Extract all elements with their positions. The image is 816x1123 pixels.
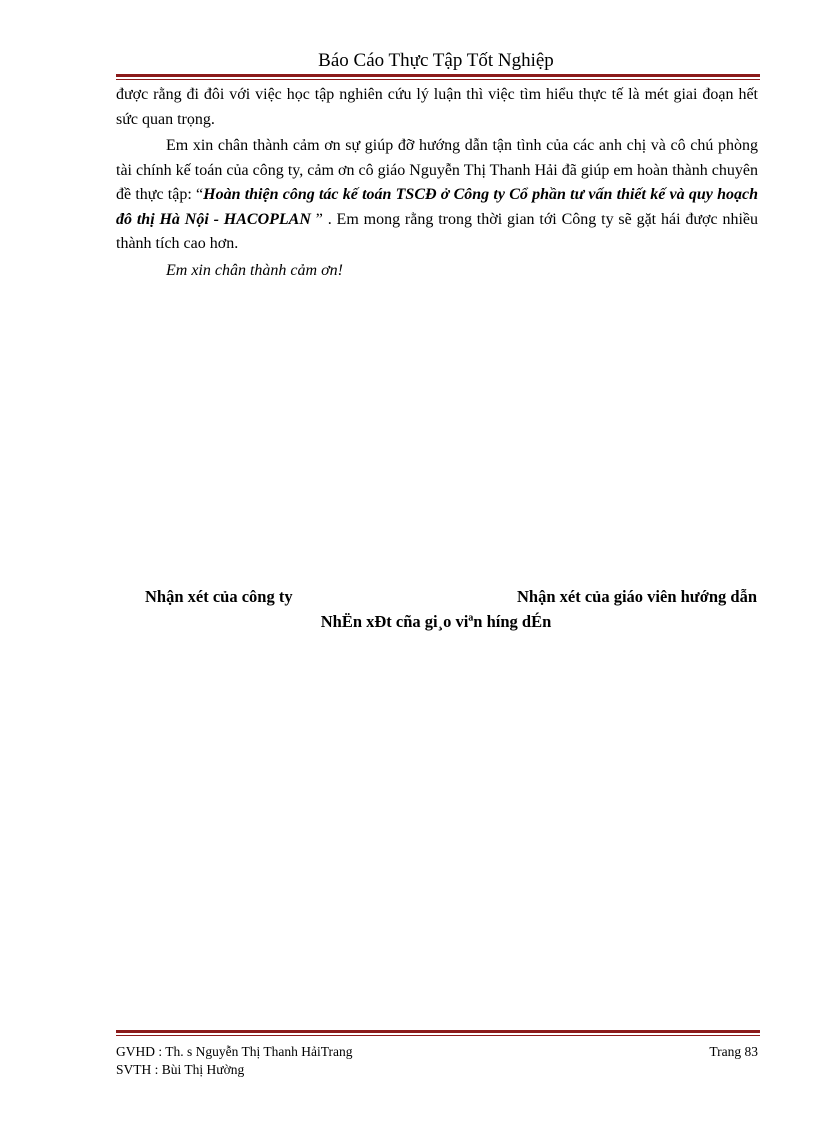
page-header-title: Báo Cáo Thực Tập Tốt Nghiệp [318, 50, 554, 71]
garbled-teacher-comment-label: NhËn xÐt cña gi¸o viªn híng dÉn [320, 612, 552, 631]
advisor-line: GVHD : Th. s Nguyễn Thị Thanh HảiTrang [116, 1044, 353, 1059]
paragraph-2-intro: Em xin chân thành cảm ơn sự giúp đỡ hướng dẫn tận tình của các anh chị và cô chú phòng tài chính kế toán của công ty, cảm ơn cô giáo Nguyễn Thị Thanh Hải đã giúp em hoàn thành chuyên đề thực tập: “ [116, 137, 758, 203]
thesis-topic: Hoàn thiện công tác kế toán TSCĐ ở Công ty Cổ phần tư vấn thiết kế và quy hoạch đô thị Hà Nội - HACOPLAN [116, 186, 758, 228]
page-footer [116, 1043, 758, 1079]
paragraph-1: được rằng đi đôi với việc học tập nghiên cứu lý luận thì việc tìm hiểu thực tế là mét giai đoạn hết sức quan trọng. [116, 86, 758, 128]
teacher-comment-label: Nhận xét của giáo viên hướng dẫn [517, 587, 757, 606]
paragraph-2 [116, 134, 758, 257]
student-line: SVTH : Bùi Thị Hường [116, 1062, 245, 1077]
footer-rule [116, 1030, 760, 1036]
company-comment-label: Nhận xét của công ty [145, 587, 293, 606]
body-text [116, 83, 758, 285]
closing-thanks: Em xin chân thành cảm ơn! [166, 261, 343, 279]
paragraph-2-after: ” . Em mong rằng trong thời gian tới Công ty sẽ gặt hái được nhiều thành tích cao hơn. [116, 210, 758, 252]
header-rule [116, 74, 760, 80]
page-number: Trang 83 [709, 1044, 758, 1059]
